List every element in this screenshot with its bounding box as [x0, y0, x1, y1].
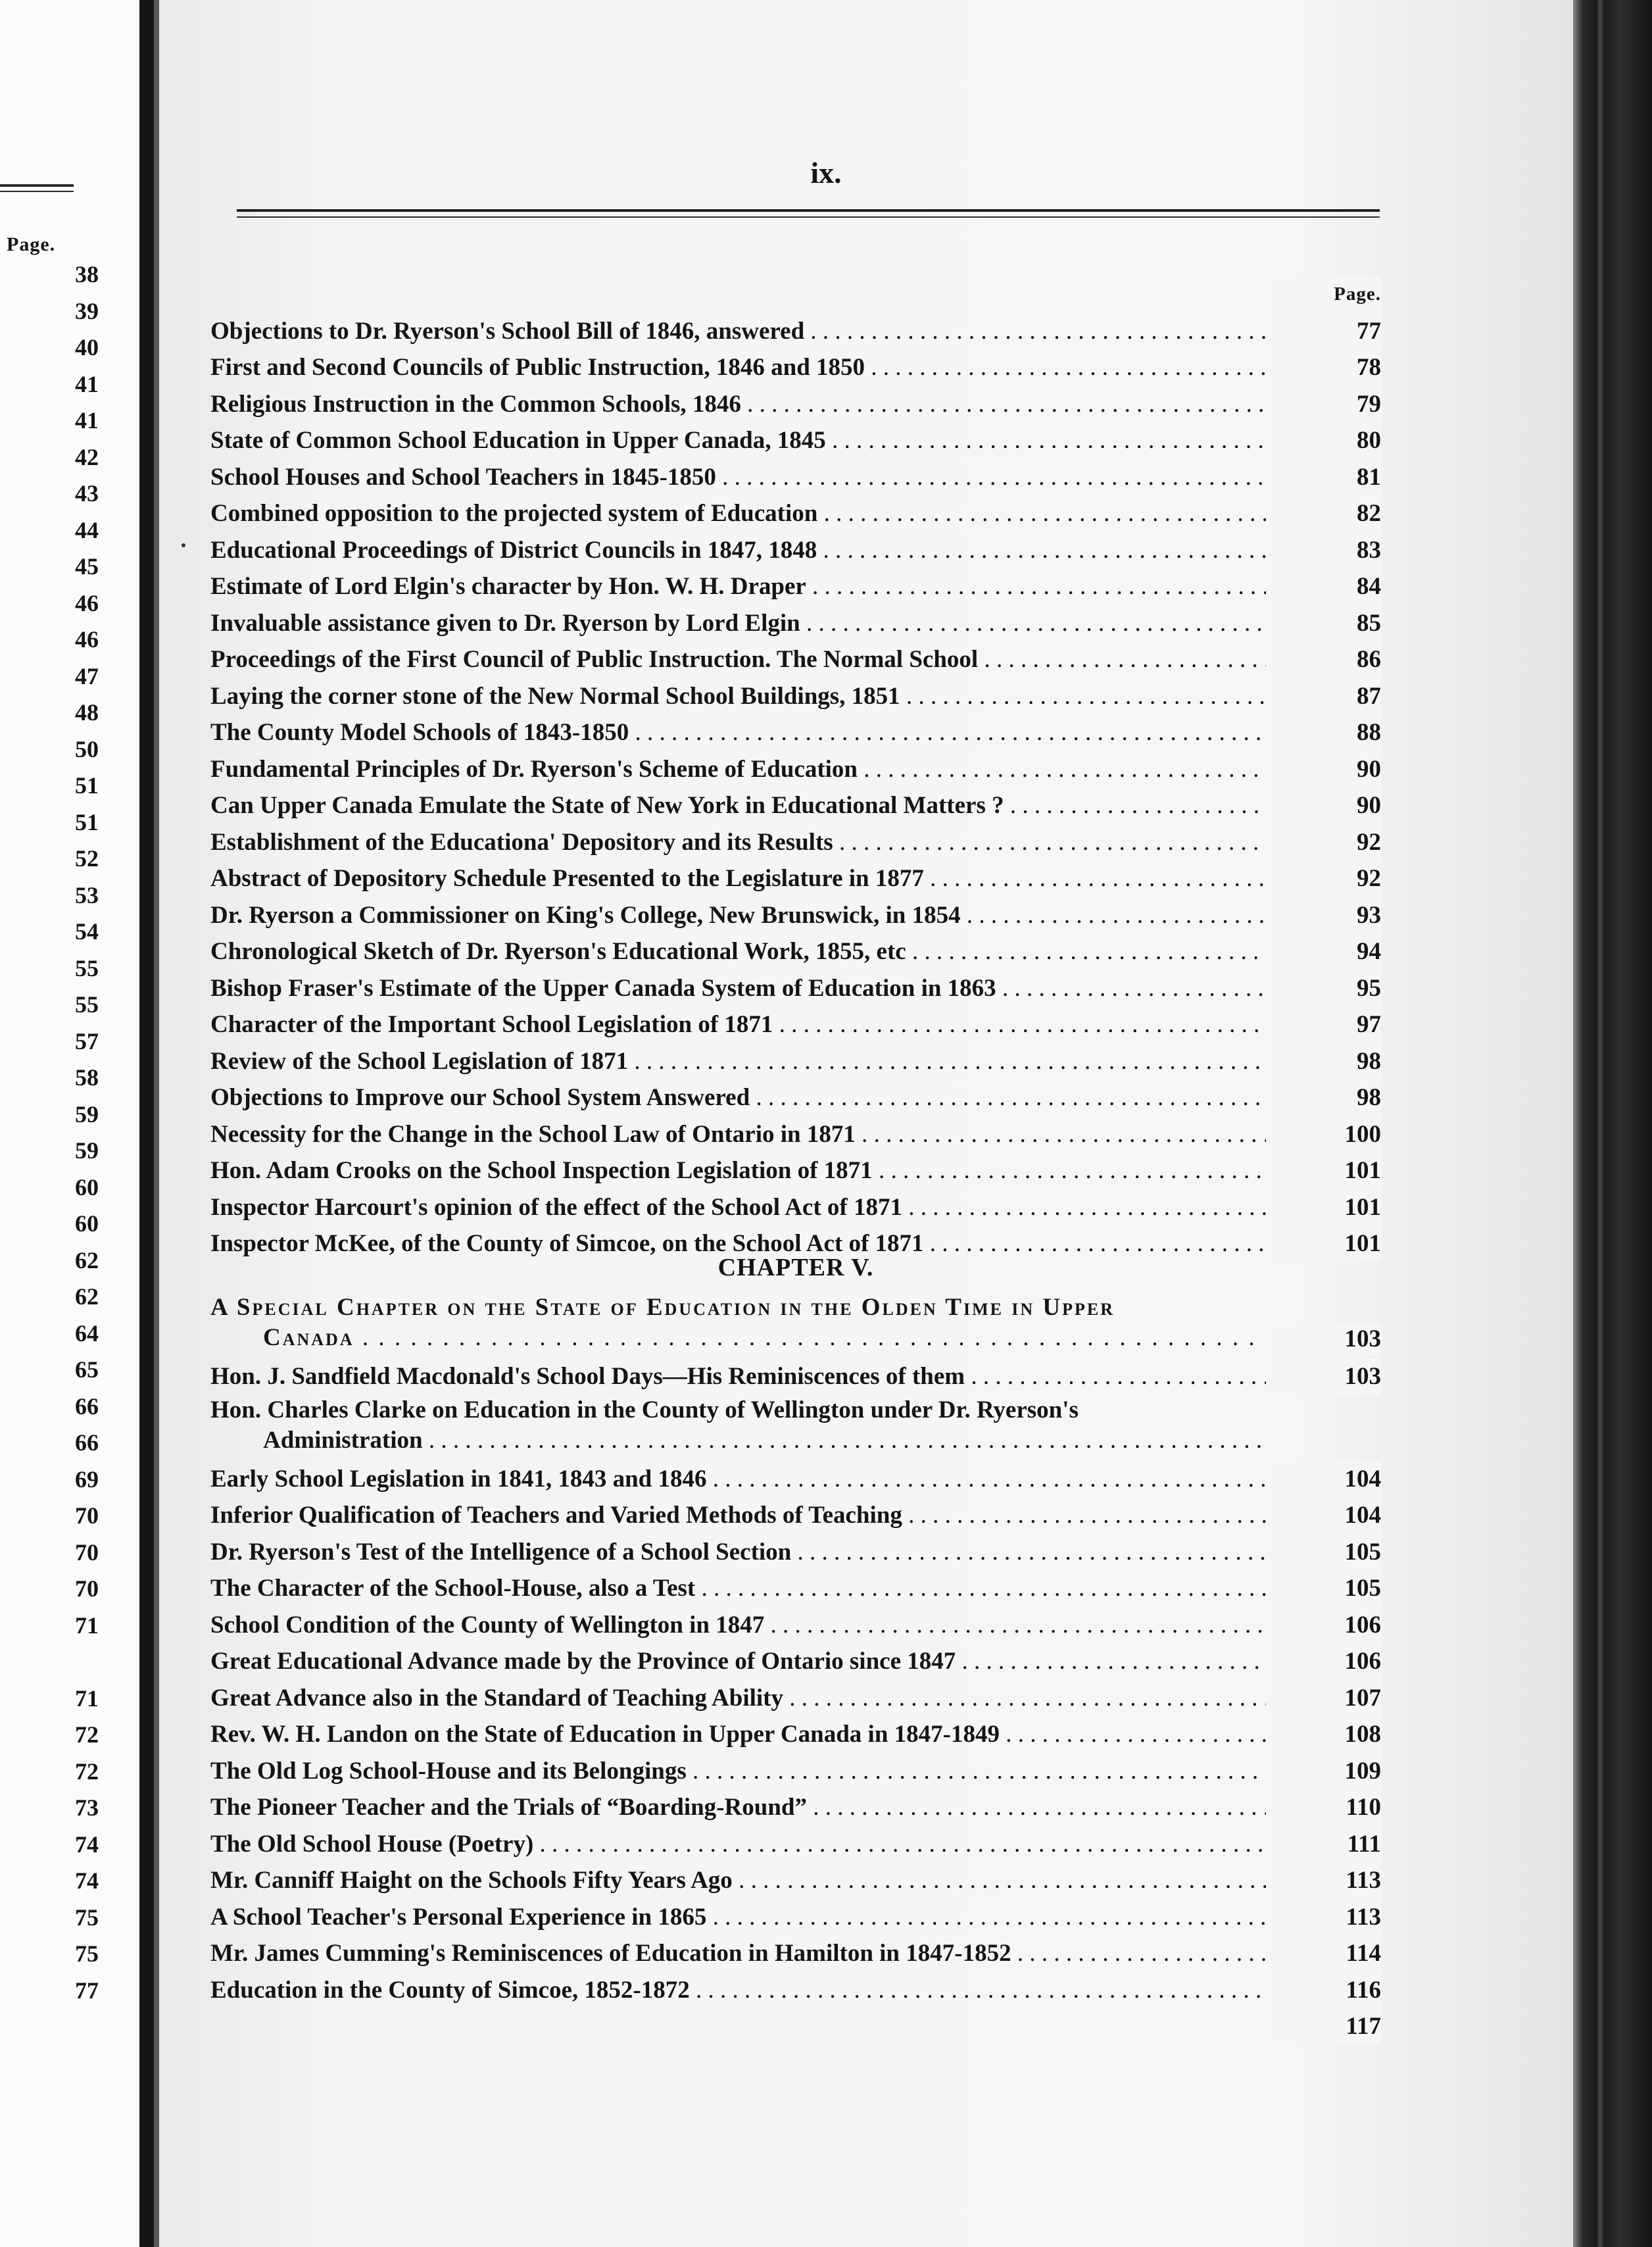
toc-entry: [210, 897, 1381, 934]
toc-entry-title: Abstract of Depository Schedule Presented to the Legislature in 1877 . . .: [210, 860, 1266, 897]
left-page-number: 72: [75, 1758, 99, 1785]
toc-entry-page: 77: [1269, 313, 1381, 350]
left-page-number: 60: [75, 1210, 99, 1237]
chapter-contents: [210, 1293, 1381, 2045]
left-page-number: 66: [75, 1429, 99, 1456]
toc-entry-title: [210, 1395, 1381, 1458]
left-page-number: 50: [75, 735, 99, 762]
toc-entry: [210, 1358, 1381, 1395]
table-of-contents: [210, 276, 1381, 1262]
left-page-number: 55: [75, 954, 99, 981]
left-page-number: 38: [75, 261, 99, 287]
toc-entry-page: 116: [1269, 1972, 1381, 2009]
toc-entry-title: Bishop Fraser's Estimate of the Upper Canada System of Education in 1863 . . .: [210, 970, 1266, 1007]
toc-entry-page: 92: [1269, 860, 1381, 897]
page-column-header: Page.: [1269, 276, 1381, 313]
toc-entry: [210, 1152, 1381, 1189]
toc-entry: [210, 1643, 1381, 1680]
toc-entry-page: 82: [1269, 495, 1381, 532]
toc-entry-page: 113: [1269, 1899, 1381, 1936]
toc-entry-title: Estimate of Lord Elgin's character by Hon. W. H. Draper . . .: [210, 568, 1266, 605]
toc-header-row: [210, 276, 1381, 313]
left-page-number: 62: [75, 1247, 99, 1273]
left-page-number: 66: [75, 1393, 99, 1420]
left-page-number: 59: [75, 1100, 99, 1127]
toc-entry: [210, 1570, 1381, 1607]
toc-entry: [210, 1716, 1381, 1753]
toc-entry-title: [210, 1293, 1381, 1356]
left-page-numbers: [0, 257, 99, 2009]
toc-entry-page: 105: [1269, 1534, 1381, 1571]
toc-entry: [210, 313, 1381, 350]
toc-entry: [210, 1189, 1381, 1226]
left-page-number: 71: [75, 1612, 99, 1639]
toc-entry-page: 117: [1269, 2008, 1381, 2045]
toc-entry: [210, 1497, 1381, 1534]
toc-entry-page: 79: [1269, 386, 1381, 423]
binding-edge: [154, 0, 159, 2247]
page-edge-right: [1573, 0, 1652, 2247]
left-page-number: 64: [75, 1320, 99, 1346]
toc-entry-special-chapter: [210, 1293, 1381, 1358]
toc-entry-page: 92: [1269, 824, 1381, 861]
toc-entry: [210, 933, 1381, 970]
title-line-1: A Special Chapter on the State of Education in the Olden Time in Upper: [210, 1294, 1115, 1321]
toc-entry-page: 95: [1269, 970, 1381, 1007]
toc-entry: [210, 824, 1381, 861]
toc-entry: [210, 1607, 1381, 1644]
toc-entry: [210, 532, 1381, 569]
toc-entry-page: 101: [1269, 1225, 1381, 1262]
left-page-number: 72: [75, 1721, 99, 1748]
toc-entry: [210, 495, 1381, 532]
left-page-number: 74: [75, 1831, 99, 1858]
left-page-number: 58: [75, 1064, 99, 1091]
left-page-number: 51: [75, 772, 99, 799]
toc-entry-title: Mr. Canniff Haight on the Schools Fifty Years Ago . . .: [210, 1862, 1266, 1899]
toc-entry-page: 104: [1269, 1497, 1381, 1534]
left-page-number: 41: [75, 370, 99, 397]
toc-entry: [210, 751, 1381, 788]
toc-entry-title: Educational Proceedings of District Councils in 1847, 1848 . . .: [210, 532, 1266, 569]
toc-entry-page: 93: [1269, 897, 1381, 934]
toc-entry: [210, 714, 1381, 751]
left-page-number: 41: [75, 407, 99, 433]
toc-entry-title: Inspector McKee, of the County of Simcoe, on the School Act of 1871 . . .: [210, 1225, 1266, 1262]
toc-entry-title: Establishment of the Educationa' Depository and its Results . . .: [210, 824, 1266, 861]
toc-entry-page: 103: [1269, 1358, 1381, 1395]
toc-entry: [210, 349, 1381, 386]
left-page-number: 48: [75, 699, 99, 726]
toc-entry: [210, 605, 1381, 642]
left-page-number: 77: [75, 1977, 99, 2004]
toc-entry-page: 106: [1269, 1643, 1381, 1680]
toc-entry-title: The County Model Schools of 1843-1850 . . .: [210, 714, 1266, 751]
left-page-number: 45: [75, 553, 99, 580]
left-page-number: 52: [75, 845, 99, 872]
left-page-number: 39: [75, 297, 99, 324]
toc-entry-page: 105: [1269, 1570, 1381, 1607]
toc-entry-page: 111: [1269, 1826, 1381, 1863]
toc-entry: [210, 1935, 1381, 1972]
toc-entry-page: 94: [1269, 933, 1381, 970]
toc-entry-page: 97: [1269, 1006, 1381, 1043]
toc-entry-title: Great Advance also in the Standard of Teaching Ability . . .: [210, 1680, 1266, 1717]
page-folio: ix.: [810, 156, 842, 189]
title-line-2: Administration . . .: [210, 1425, 1266, 1456]
toc-entry-title: First and Second Councils of Public Instruction, 1846 and 1850 . . .: [210, 349, 1266, 386]
toc-entry-title: Invaluable assistance given to Dr. Ryerson by Lord Elgin . . .: [210, 605, 1266, 642]
toc-entry: [210, 970, 1381, 1007]
toc-entry-title: Objections to Improve our School System Answered . . .: [210, 1079, 1266, 1116]
toc-entry-title: Necessity for the Change in the School Law of Ontario in 1871 . . .: [210, 1116, 1266, 1153]
toc-entry-title: Combined opposition to the projected system of Education . . .: [210, 495, 1266, 532]
toc-entry-page: 107: [1269, 1680, 1381, 1717]
title-line-1: Hon. Charles Clarke on Education in the County of Wellington under Dr. Ryerson's: [210, 1396, 1079, 1423]
toc-entry: [210, 860, 1381, 897]
left-page-number: 62: [75, 1283, 99, 1310]
toc-entry-title: Chronological Sketch of Dr. Ryerson's Educational Work, 1855, etc . . .: [210, 933, 1266, 970]
toc-entry-page: 98: [1269, 1043, 1381, 1080]
toc-entry-page: 103: [1269, 1323, 1381, 1356]
left-page-number: 53: [75, 881, 99, 908]
left-page-number: 55: [75, 991, 99, 1018]
toc-entry-clarke: [210, 1395, 1381, 1461]
toc-entry-title: Hon. J. Sandfield Macdonald's School Days—His Reminiscences of them . . .: [210, 1358, 1266, 1395]
toc-entry: [210, 1116, 1381, 1153]
chapter-heading: CHAPTER V.: [717, 1254, 874, 1281]
toc-entry-title: Objections to Dr. Ryerson's School Bill of 1846, answered . . .: [210, 313, 1266, 350]
toc-entry-title: Mr. James Cumming's Reminiscences of Education in Hamilton in 1847-1852 . . .: [210, 1935, 1266, 1972]
toc-entry-page: 78: [1269, 349, 1381, 386]
toc-entry-title: School Houses and School Teachers in 1845-1850 . . .: [210, 459, 1266, 496]
toc-entry-title: Dr. Ryerson's Test of the Intelligence of a School Section . . .: [210, 1534, 1266, 1571]
left-page-number: 60: [75, 1173, 99, 1200]
left-page-number: 47: [75, 662, 99, 689]
toc-entry-page: 106: [1269, 1607, 1381, 1644]
toc-entry-page: 109: [1269, 1753, 1381, 1790]
toc-entry-title: Fundamental Principles of Dr. Ryerson's Scheme of Education . . .: [210, 751, 1266, 788]
toc-entry-title: Character of the Important School Legislation of 1871 . . .: [210, 1006, 1266, 1043]
toc-entry-title: Proceedings of the First Council of Public Instruction. The Normal School . . .: [210, 641, 1266, 678]
left-page-number: 70: [75, 1502, 99, 1529]
left-page-number: 65: [75, 1356, 99, 1383]
toc-entry-page: 100: [1269, 1116, 1381, 1153]
left-page-number: 42: [75, 443, 99, 470]
left-page-number: 70: [75, 1575, 99, 1602]
left-page-number: 75: [75, 1904, 99, 1931]
toc-entry: [210, 1789, 1381, 1826]
toc-entry-title: The Character of the School-House, also a Test . . .: [210, 1570, 1266, 1607]
toc-entry: [210, 386, 1381, 423]
toc-entry: [210, 1972, 1381, 2009]
toc-entry-page: 101: [1269, 1189, 1381, 1226]
toc-entry-page: 88: [1269, 714, 1381, 751]
left-page-number: 46: [75, 589, 99, 616]
toc-entry-page: 83: [1269, 532, 1381, 569]
toc-entry: [210, 1079, 1381, 1116]
left-page-number: 73: [75, 1794, 99, 1821]
toc-final-row: [210, 2008, 1381, 2045]
toc-entry-title: The Pioneer Teacher and the Trials of “Boarding-Round” . . .: [210, 1789, 1266, 1826]
title-line-2: Canada . . .: [210, 1323, 1266, 1353]
toc-entry-page: 98: [1269, 1079, 1381, 1116]
left-page-number: 69: [75, 1466, 99, 1493]
toc-entry: [210, 787, 1381, 824]
toc-entry: [210, 1461, 1381, 1498]
toc-entry: [210, 1534, 1381, 1571]
left-page-number: 74: [75, 1867, 99, 1894]
toc-entry: [210, 459, 1381, 496]
toc-entry-page: 110: [1269, 1789, 1381, 1826]
toc-entry: [210, 568, 1381, 605]
left-page-number: 40: [75, 334, 99, 360]
toc-entry-title: State of Common School Education in Upper Canada, 1845 . . .: [210, 422, 1266, 459]
toc-entry-page: 81: [1269, 459, 1381, 496]
toc-entry-title: Hon. Adam Crooks on the School Inspection Legislation of 1871 . . .: [210, 1152, 1266, 1189]
toc-entry-title: Rev. W. H. Landon on the State of Education in Upper Canada in 1847-1849 . . .: [210, 1716, 1266, 1753]
toc-entry: [210, 678, 1381, 715]
toc-entry-page: 85: [1269, 605, 1381, 642]
left-page-number: 75: [75, 1940, 99, 1967]
toc-entry: [210, 1680, 1381, 1717]
toc-entry-page: 87: [1269, 678, 1381, 715]
left-page-number: [0, 1644, 99, 1681]
toc-entry: [210, 1006, 1381, 1043]
toc-entry-title: The Old School House (Poetry) . . .: [210, 1826, 1266, 1863]
toc-entry-page: 84: [1269, 568, 1381, 605]
left-page-header: Page.: [7, 234, 56, 255]
left-page-number: 70: [75, 1539, 99, 1566]
toc-entry: [210, 1826, 1381, 1863]
toc-entry-page: 86: [1269, 641, 1381, 678]
toc-entry: [210, 422, 1381, 459]
toc-entry-page: 113: [1269, 1862, 1381, 1899]
toc-entry-title: Inferior Qualification of Teachers and Varied Methods of Teaching . . .: [210, 1497, 1266, 1534]
header-rule: [237, 209, 1380, 218]
stray-mark: [182, 543, 185, 547]
toc-entry-title: Great Educational Advance made by the Province of Ontario since 1847 . . .: [210, 1643, 1266, 1680]
left-page-number: 71: [75, 1685, 99, 1712]
toc-entry-title: Education in the County of Simcoe, 1852-1872 . . .: [210, 1972, 1266, 2009]
toc-entry-page: 108: [1269, 1716, 1381, 1753]
toc-entry-page: 90: [1269, 787, 1381, 824]
toc-entry: [210, 641, 1381, 678]
toc-entry-title: The Old Log School-House and its Belongings . . .: [210, 1753, 1266, 1790]
toc-entry-page: 80: [1269, 422, 1381, 459]
toc-entry-title: Early School Legislation in 1841, 1843 and 1846 . . .: [210, 1461, 1266, 1498]
toc-entry: [210, 1862, 1381, 1899]
toc-entry-page: 101: [1269, 1152, 1381, 1189]
toc-entry-page: 114: [1269, 1935, 1381, 1972]
toc-entry-title: Laying the corner stone of the New Normal School Buildings, 1851 . . .: [210, 678, 1266, 715]
left-page-number: 46: [75, 626, 99, 653]
toc-entry-title: Can Upper Canada Emulate the State of New York in Educational Matters ? . . .: [210, 787, 1266, 824]
toc-entry: [210, 1043, 1381, 1080]
left-page-number: 43: [75, 480, 99, 506]
toc-entry-title: Religious Instruction in the Common Schools, 1846 . . .: [210, 386, 1266, 423]
toc-entry-page: 104: [1269, 1461, 1381, 1498]
toc-entry: [210, 1899, 1381, 1936]
left-page-number: 44: [75, 516, 99, 543]
toc-entry-page: 90: [1269, 751, 1381, 788]
left-page-number: 51: [75, 808, 99, 835]
binding-shadow: [139, 0, 154, 2247]
left-page-number: 59: [75, 1137, 99, 1164]
toc-entry-title: A School Teacher's Personal Experience in 1865 . . .: [210, 1899, 1266, 1936]
toc-entry-title: Review of the School Legislation of 1871 . . .: [210, 1043, 1266, 1080]
left-page-number: 57: [75, 1027, 99, 1054]
toc-entry-title: School Condition of the County of Wellington in 1847 . . .: [210, 1607, 1266, 1644]
toc-entry-title: Inspector Harcourt's opinion of the effect of the School Act of 1871 . . .: [210, 1189, 1266, 1226]
toc-entry: [210, 1753, 1381, 1790]
left-page-number: 54: [75, 918, 99, 945]
toc-entry-title: Dr. Ryerson a Commissioner on King's College, New Brunswick, in 1854 . . .: [210, 897, 1266, 934]
